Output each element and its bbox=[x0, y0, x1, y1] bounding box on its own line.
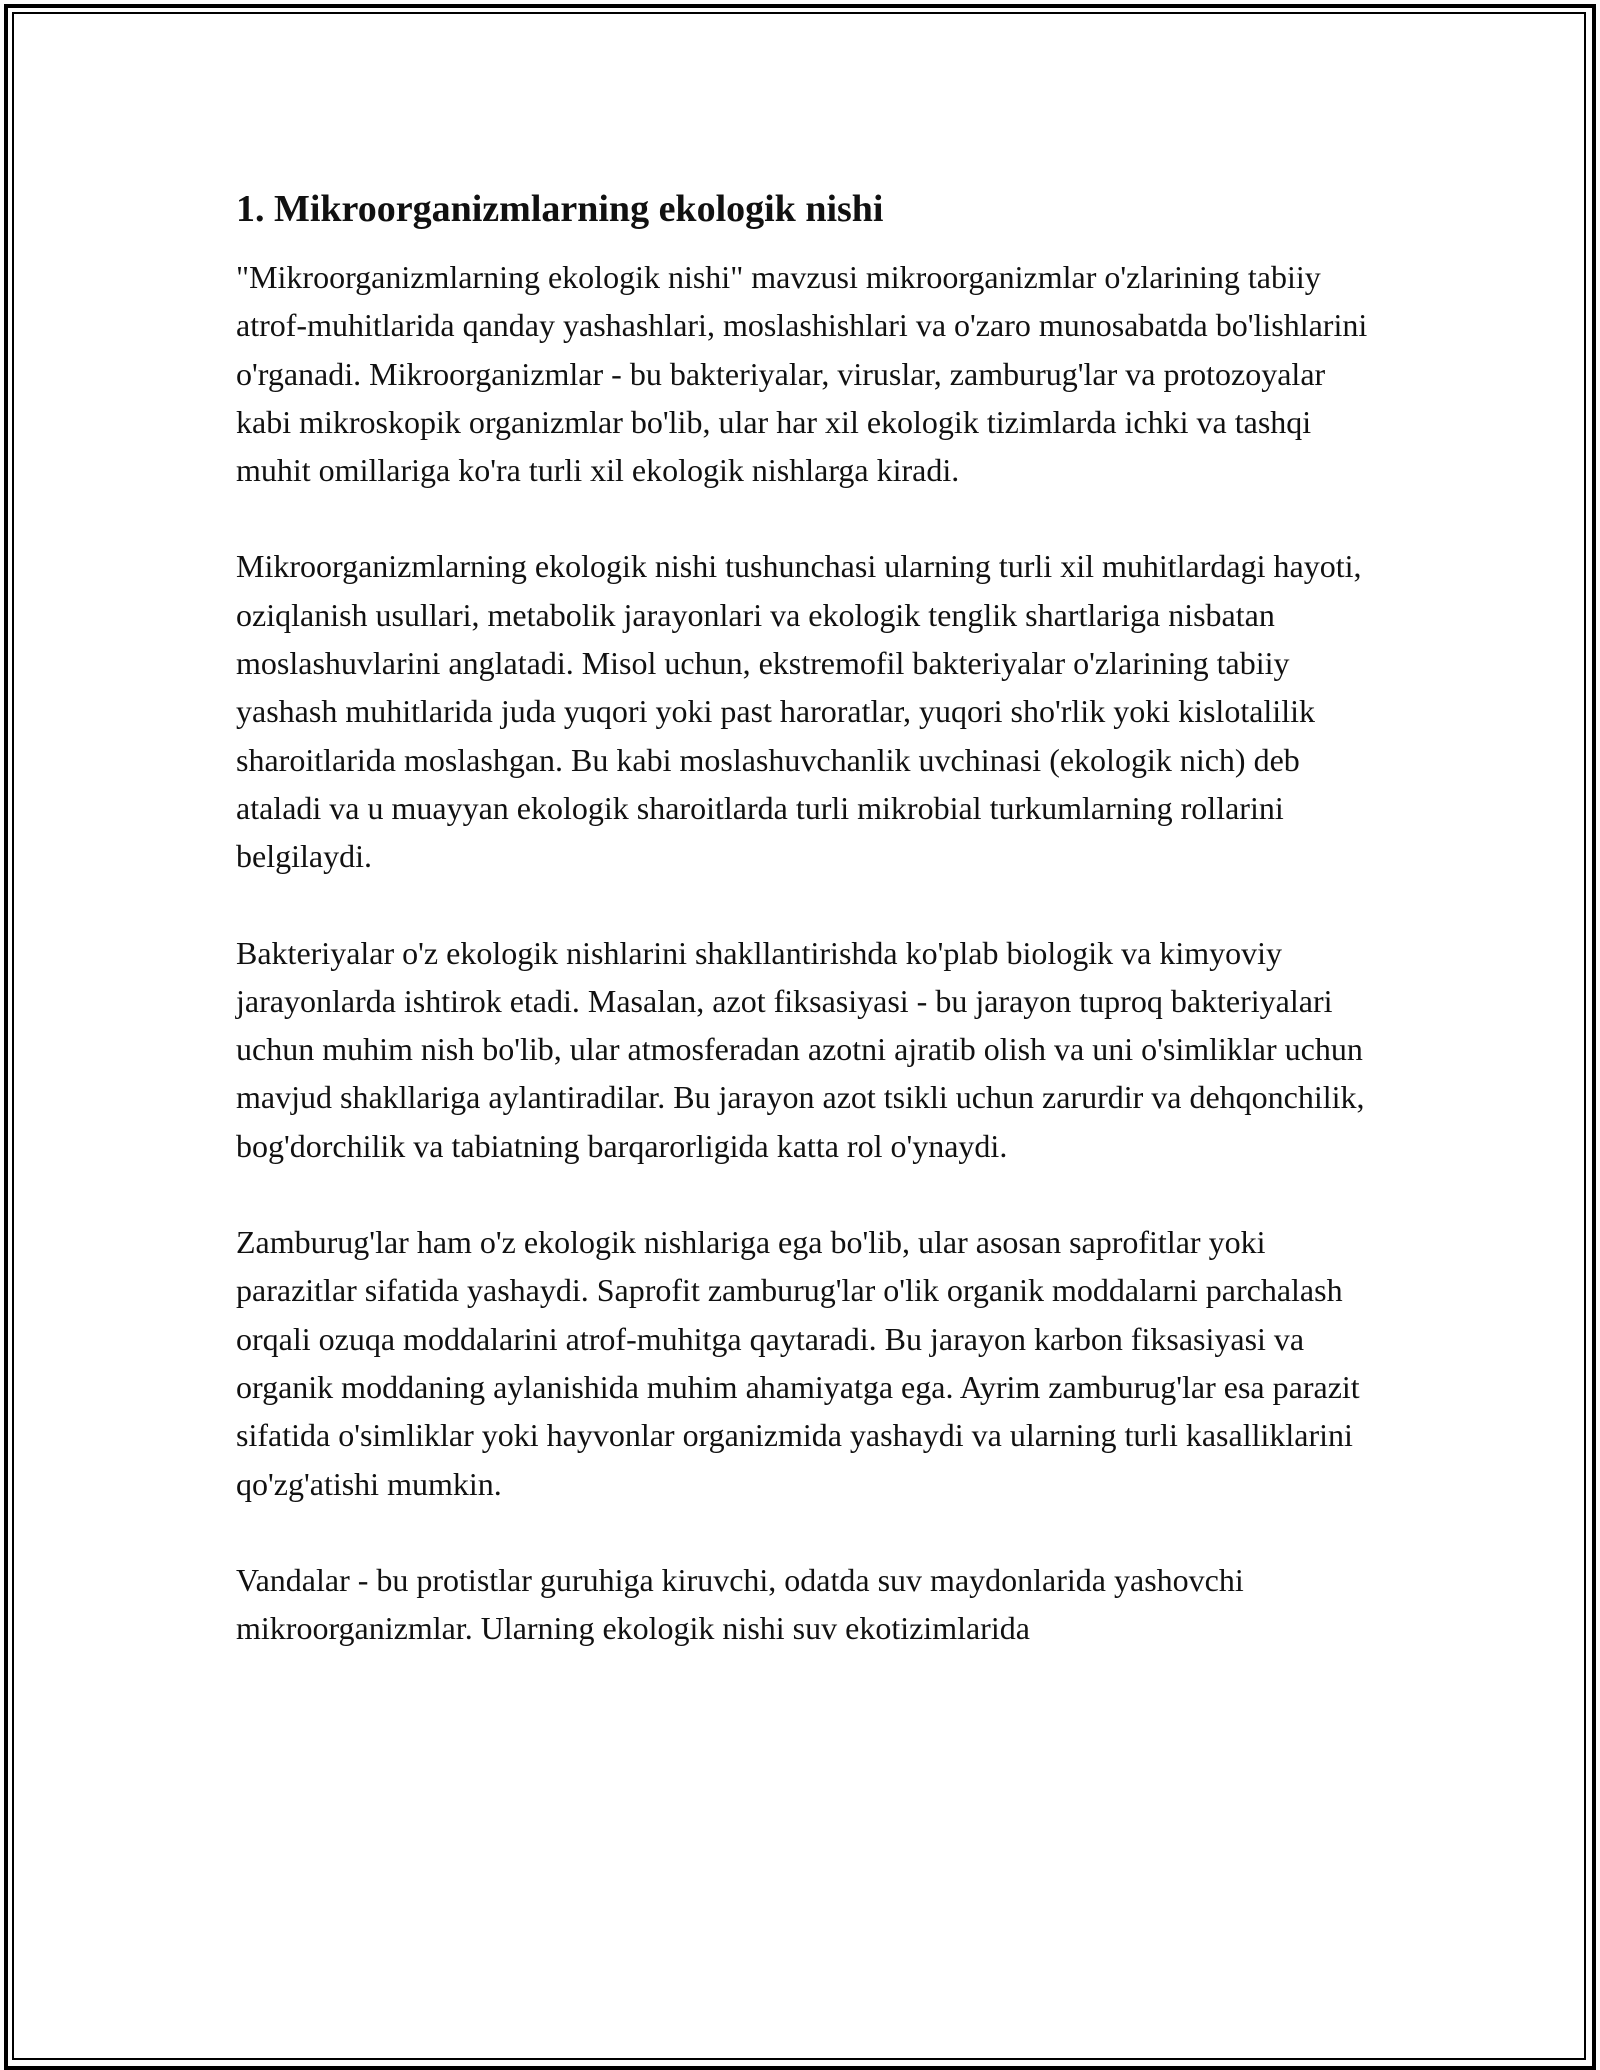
paragraph-intro: "Mikroorganizmlarning ekologik nishi" mavzusi mikroorganizmlar o'zlarining tabiiy atrof-muhitlarida qanday yashashlari, moslashishlari va o'zaro munosabatda bo'lishlarini o'rganadi. Mikroorganizmlar - bu bakteriyalar, viruslar, zamburug'lar va protozoyalar kabi mikroskopik organizmlar bo'lib, ular har xil ekologik tizimlarda ichki va tashqi muhit omillariga ko'ra turli xil ekologik nishlarga kiradi. bbox=[236, 259, 1368, 489]
paragraph-vandalar: Vandalar - bu protistlar guruhiga kiruvchi, odatda suv maydonlarida yashovchi mikroorganizmlar. Ularning ekologik nishi suv ekotizimlarida bbox=[236, 1561, 1244, 1647]
document-body bbox=[236, 185, 1376, 1700]
section-heading: 1. Mikroorganizmlarning ekologik nishi bbox=[236, 188, 884, 230]
paragraph-bacteria: Bakteriyalar o'z ekologik nishlarini shakllantirishda ko'plab biologik va kimyoviy jarayonlarda ishtirok etadi. Masalan, azot fiksasiyasi - bu jarayon tuproq bakteriyalari uchun muhim nish bo'lib, ular atmosferadan azotni ajratib olish va uni o'simliklar uchun mavjud shakllariga aylantiradilar. Bu jarayon azot tsikli uchun zarurdir va dehqonchilik, bog'dorchilik va tabiatning barqarorligida katta rol o'ynaydi. bbox=[236, 934, 1365, 1164]
paragraph-niche-concept: Mikroorganizmlarning ekologik nishi tushunchasi ularning turli xil muhitlardagi hayoti, oziqlanish usullari, metabolik jarayonlari va ekologik tenglik shartlariga nisbatan moslashuvlarini anglatadi. Misol uchun, ekstremofil bakteriyalar o'zlarining tabiiy yashash muhitlarida juda yuqori yoki past haroratlar, yuqori sho'rlik yoki kislotalilik sharoitlarida moslashgan. Bu kabi moslashuvchanlik uvchinasi (ekologik nich) deb ataladi va u muayyan ekologik sharoitlarda turli mikrobial turkumlarning rollarini belgilaydi. bbox=[236, 548, 1362, 875]
paragraph-fungi: Zamburug'lar ham o'z ekologik nishlariga ega bo'lib, ular asosan saprofitlar yoki parazitlar sifatida yashaydi. Saprofit zamburug'lar o'lik organik moddalarni parchalash orqali ozuqa moddalarini atrof-muhitga qaytaradi. Bu jarayon karbon fiksasiyasi va organik moddaning aylanishida muhim ahamiyatga ega. Ayrim zamburug'lar esa parazit sifatida o'simliklar yoki hayvonlar organizmida yashaydi va ularning turli kasalliklarini qo'zg'atishi mumkin. bbox=[236, 1224, 1360, 1502]
